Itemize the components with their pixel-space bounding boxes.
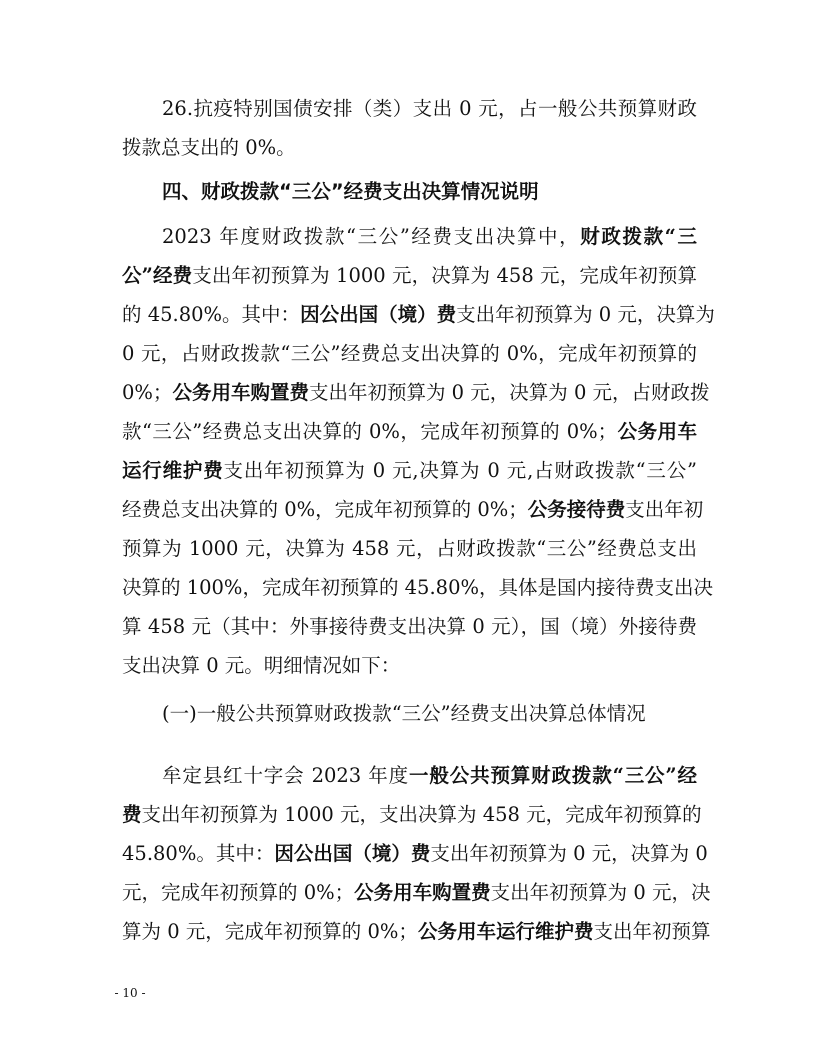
page-number: - 10 - [114, 986, 146, 1000]
paragraph-line: 的 45.80%。其中：因公出国（境）费支出年初预算为 0 元，决算为 [122, 303, 715, 326]
paragraph-line: 算 458 元（其中：外事接待费支出决算 0 元），国（境）外接待费 [122, 615, 697, 638]
paragraph-line: 牟定县红十字会 2023 年度一般公共预算财政拨款“三公”经 [162, 764, 697, 787]
paragraph-line: 26.抗疫特别国债安排（类）支出 0 元，占一般公共预算财政 [162, 97, 697, 120]
paragraph-line: 款“三公”经费总支出决算的 0%，完成年初预算的 0%；公务用车 [122, 420, 697, 443]
paragraph-line: 运行维护费支出年初预算为 0 元,决算为 0 元,占财政拨款“三公” [122, 459, 697, 482]
paragraph-line: 0%；公务用车购置费支出年初预算为 0 元，决算为 0 元，占财政拨 [122, 381, 710, 404]
paragraph-line: 决算的 100%，完成年初预算的 45.80%，具体是国内接待费支出决 [122, 576, 713, 599]
paragraph-line: 公”经费支出年初预算为 1000 元，决算为 458 元，完成年初预算 [122, 264, 698, 287]
paragraph-line: 经费总支出决算的 0%，完成年初预算的 0%；公务接待费支出年初 [122, 498, 704, 521]
paragraph-line: 预算为 1000 元，决算为 458 元，占财政拨款“三公”经费总支出 [122, 537, 697, 560]
section-heading: 四、财政拨款“三公”经费支出决算情况说明 [162, 180, 539, 203]
paragraph-line: 元，完成年初预算的 0%；公务用车购置费支出年初预算为 0 元，决 [122, 881, 711, 904]
paragraph-line: 算为 0 元，完成年初预算的 0%；公务用车运行维护费支出年初预算 [122, 920, 711, 943]
paragraph-line: 0 元，占财政拨款“三公”经费总支出决算的 0%，完成年初预算的 [122, 342, 697, 365]
paragraph-line: 2023 年度财政拨款“三公”经费支出决算中，财政拨款“三 [162, 225, 698, 248]
paragraph-line: 费支出年初预算为 1000 元，支出决算为 458 元，完成年初预算的 [122, 803, 702, 826]
paragraph-line: 45.80%。其中：因公出国（境）费支出年初预算为 0 元，决算为 0 [122, 842, 708, 865]
paragraph-line: 拨款总支出的 0%。 [122, 136, 296, 159]
paragraph-line: 支出决算 0 元。明细情况如下： [122, 654, 401, 677]
subsection-heading: (一)一般公共预算财政拨款“三公”经费支出决算总体情况 [162, 702, 646, 725]
